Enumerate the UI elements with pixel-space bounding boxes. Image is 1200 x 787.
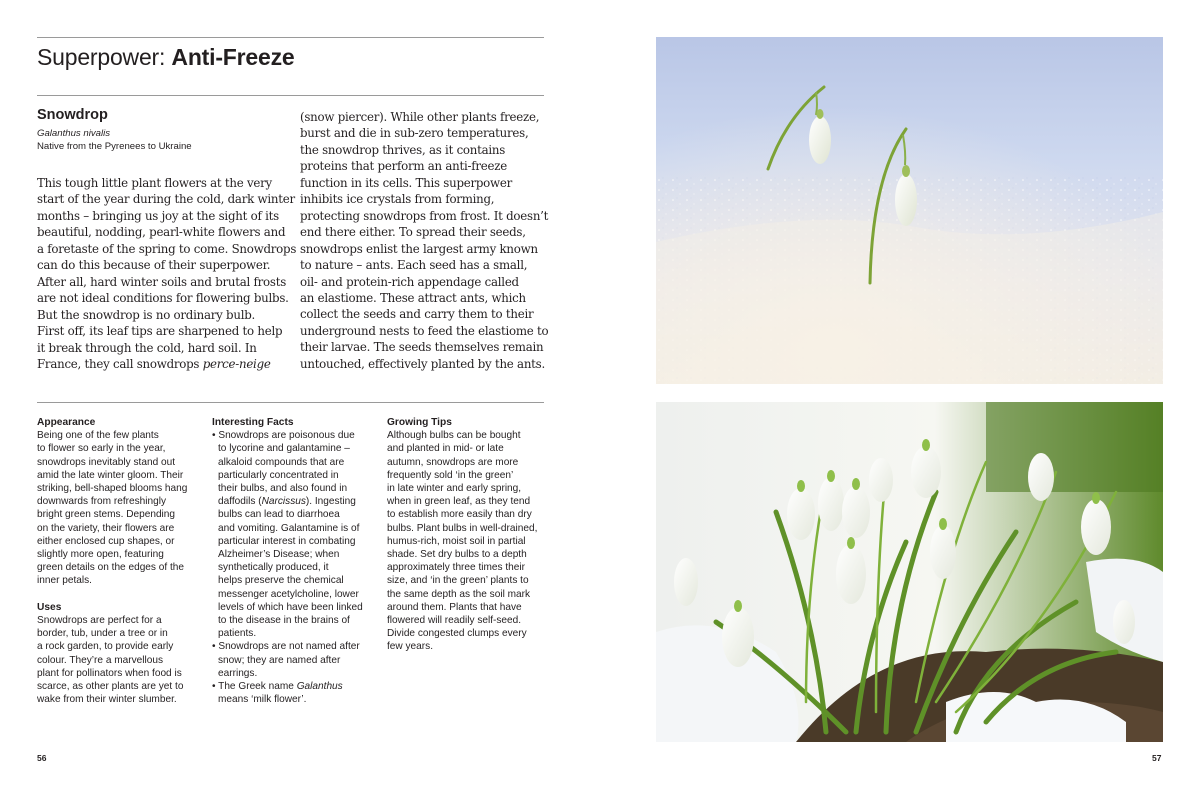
fact-line: patients.: [218, 628, 257, 640]
tips-heading: Growing Tips: [387, 417, 452, 428]
appearance-line: amid the late winter gloom. Their: [37, 469, 184, 481]
body-line: to nature – ants. Each seed has a small,: [300, 258, 528, 273]
fact-line: to lycorine and galantamine –: [218, 443, 350, 455]
uses-line: wake from their winter slumber.: [37, 694, 177, 706]
fact-line: to the disease in the brains of: [218, 615, 350, 627]
fact-line: snow; they are named after: [218, 654, 341, 666]
body-line: it break through the cold, hard soil. In: [37, 340, 257, 355]
facts-column: [212, 416, 380, 706]
appearance-line: downwards from refreshingly: [37, 496, 167, 508]
tips-line: the same depth as the soil mark: [387, 588, 531, 600]
fact-line: particular interest in combating: [218, 535, 356, 547]
body-line: But the snowdrop is no ordinary bulb.: [37, 307, 256, 322]
fact-line-daffodils: [212, 495, 380, 508]
facts-heading: Interesting Facts: [212, 417, 294, 428]
fact-italic-term: Narcissus: [261, 496, 306, 508]
tips-line: bulbs. Plant bulbs in well-drained,: [387, 522, 538, 534]
body-line: (snow piercer). While other plants freeze,: [300, 110, 540, 124]
appearance-line: on the variety, their flowers are: [37, 522, 175, 534]
fact-line: their bulbs, and also found in: [218, 483, 348, 495]
body-line: inhibits ice crystals from forming,: [300, 192, 495, 207]
body-line: start of the year during the cold, dark winter: [37, 192, 295, 207]
tips-line: Although bulbs can be bought: [387, 430, 521, 442]
top-rule: [37, 37, 544, 38]
fact-text: daffodils (: [218, 496, 262, 508]
appearance-line: inner petals.: [37, 575, 92, 587]
snowdrops-in-snow-photo: [656, 37, 1163, 384]
tips-line: shade. Set dry bulbs to a depth: [387, 549, 527, 561]
appearance-line: bright green stems. Depending: [37, 509, 176, 521]
native-range: Native from the Pyrenees to Ukraine: [37, 141, 192, 152]
fact-line: Alzheimer’s Disease; when: [218, 549, 340, 561]
tips-line: few years.: [387, 641, 433, 653]
body-line: can do this because of their superpower.: [37, 258, 271, 273]
fact-text: ). Ingesting: [305, 496, 356, 508]
section-rule: [37, 402, 544, 403]
body-column-a: [37, 175, 297, 372]
body-italic-term: perce-neige: [202, 356, 271, 371]
snowdrop-clump-photo: [656, 402, 1163, 742]
body-line: a foretaste of the spring to come. Snowdrops: [37, 241, 297, 256]
body-line: collect the seeds and carry them to their: [300, 307, 534, 322]
appearance-line: slightly more open, featuring: [37, 549, 164, 561]
fact-line: earrings.: [218, 667, 258, 679]
body-line: oil- and protein-rich appendage called: [300, 274, 519, 289]
fact-line: bulbs can lead to diarrhoea: [218, 509, 340, 521]
tips-line: and planted in mid- or late: [387, 443, 504, 455]
tips-line: size, and ‘in the green’ plants to: [387, 575, 529, 587]
body-line: the snowdrop thrives, as it contains: [300, 142, 506, 157]
appearance-uses-column: [37, 416, 205, 706]
uses-heading: Uses: [37, 601, 62, 613]
body-column-b: [300, 109, 552, 372]
fact-line: means ‘milk flower’.: [218, 694, 307, 706]
fact-line: particularly concentrated in: [218, 469, 339, 481]
title-rule: [37, 95, 544, 96]
snowdrop-clump-illustration: [656, 402, 1163, 742]
page-number-right: 57: [1152, 753, 1162, 763]
body-line: months – bringing us joy at the sight of its: [37, 208, 279, 223]
fact-line: synthetically produced, it: [218, 562, 329, 574]
fact-line: messenger acetylcholine, lower: [218, 588, 359, 600]
tips-line: flowered will readily self-seed.: [387, 615, 522, 627]
fact-italic-term: Galanthus: [296, 681, 343, 693]
body-line: beautiful, nodding, pearl-white flowers and: [37, 225, 286, 240]
tips-line: autumn, snowdrops are more: [387, 456, 519, 468]
body-line: burst and die in sub-zero temperatures,: [300, 126, 529, 141]
tips-line: frequently sold ‘in the green’: [387, 469, 514, 481]
tips-line: Divide congested clumps every: [387, 628, 527, 640]
body-line: After all, hard winter soils and brutal frosts: [37, 274, 286, 289]
uses-line: Snowdrops are perfect for a: [37, 615, 162, 627]
uses-line: a rock garden, to provide early: [37, 641, 174, 653]
fact-line: alkaloid compounds that are: [218, 456, 345, 468]
tips-line: around them. Plants that have: [387, 601, 522, 613]
uses-line: scarce, as other plants are yet to: [37, 681, 184, 693]
uses-line: plant for pollinators when food is: [37, 667, 182, 679]
body-line: are not ideal conditions for flowering bulbs.: [37, 291, 289, 306]
appearance-heading: Appearance: [37, 417, 96, 428]
body-line: proteins that perform an anti-freeze: [300, 159, 507, 174]
appearance-line: snowdrops inevitably stand out: [37, 456, 176, 468]
appearance-line: striking, bell-shaped blooms hang: [37, 483, 188, 495]
body-line: protecting snowdrops from frost. It doesn’t: [300, 208, 549, 223]
title-main: Anti-Freeze: [171, 44, 295, 70]
growing-tips-column: [387, 416, 555, 654]
fact-line: • Snowdrops are not named after: [212, 641, 360, 653]
appearance-line: green details on the edges of the: [37, 562, 185, 574]
body-text: France, they call snowdrops: [37, 356, 203, 371]
plant-name: Snowdrop: [37, 107, 108, 123]
appearance-line: either enclosed cup shapes, or: [37, 535, 175, 547]
tips-line: humus-rich, moist soil in partial: [387, 535, 526, 547]
page-number-left: 56: [37, 753, 47, 763]
body-line: underground nests to feed the elastiome to: [300, 323, 549, 338]
body-line: snowdrops enlist the largest army known: [300, 241, 538, 256]
fact-line: helps preserve the chemical: [218, 575, 344, 587]
fact-line-galanthus: [212, 680, 380, 693]
body-line: First off, its leaf tips are sharpened to help: [37, 324, 283, 339]
body-line: end there either. To spread their seeds,: [300, 225, 526, 240]
uses-line: border, tub, under a tree or in: [37, 628, 168, 640]
fact-text: • The Greek name: [212, 681, 297, 693]
fact-line: • Snowdrops are poisonous due: [212, 430, 355, 442]
uses-line: colour. They’re a marvellous: [37, 654, 164, 666]
tips-line: in late winter and early spring,: [387, 483, 522, 495]
tips-line: when in green leaf, as they tend: [387, 496, 531, 508]
spacer: [37, 588, 205, 601]
body-line: an elastiome. These attract ants, which: [300, 290, 526, 305]
fact-line: and vomiting. Galantamine is of: [218, 522, 360, 534]
fact-line: levels of which have been linked: [218, 601, 363, 613]
latin-name: Galanthus nivalis: [37, 128, 111, 139]
tips-line: approximately three times their: [387, 562, 526, 574]
appearance-line: to flower so early in the year,: [37, 443, 166, 455]
snowdrops-in-snow-illustration: [656, 37, 1163, 384]
title-prefix: Superpower:: [37, 44, 166, 70]
body-line: This tough little plant flowers at the very: [37, 176, 272, 190]
appearance-line: Being one of the few plants: [37, 430, 159, 442]
body-line-last: [37, 356, 289, 372]
tips-line: to establish more easily than dry: [387, 509, 532, 521]
page-title: [37, 42, 294, 72]
body-line: their larvae. The seeds themselves remain: [300, 340, 544, 355]
body-line: untouched, effectively planted by the ants.: [300, 356, 545, 371]
body-line: function in its cells. This superpower: [300, 175, 512, 190]
